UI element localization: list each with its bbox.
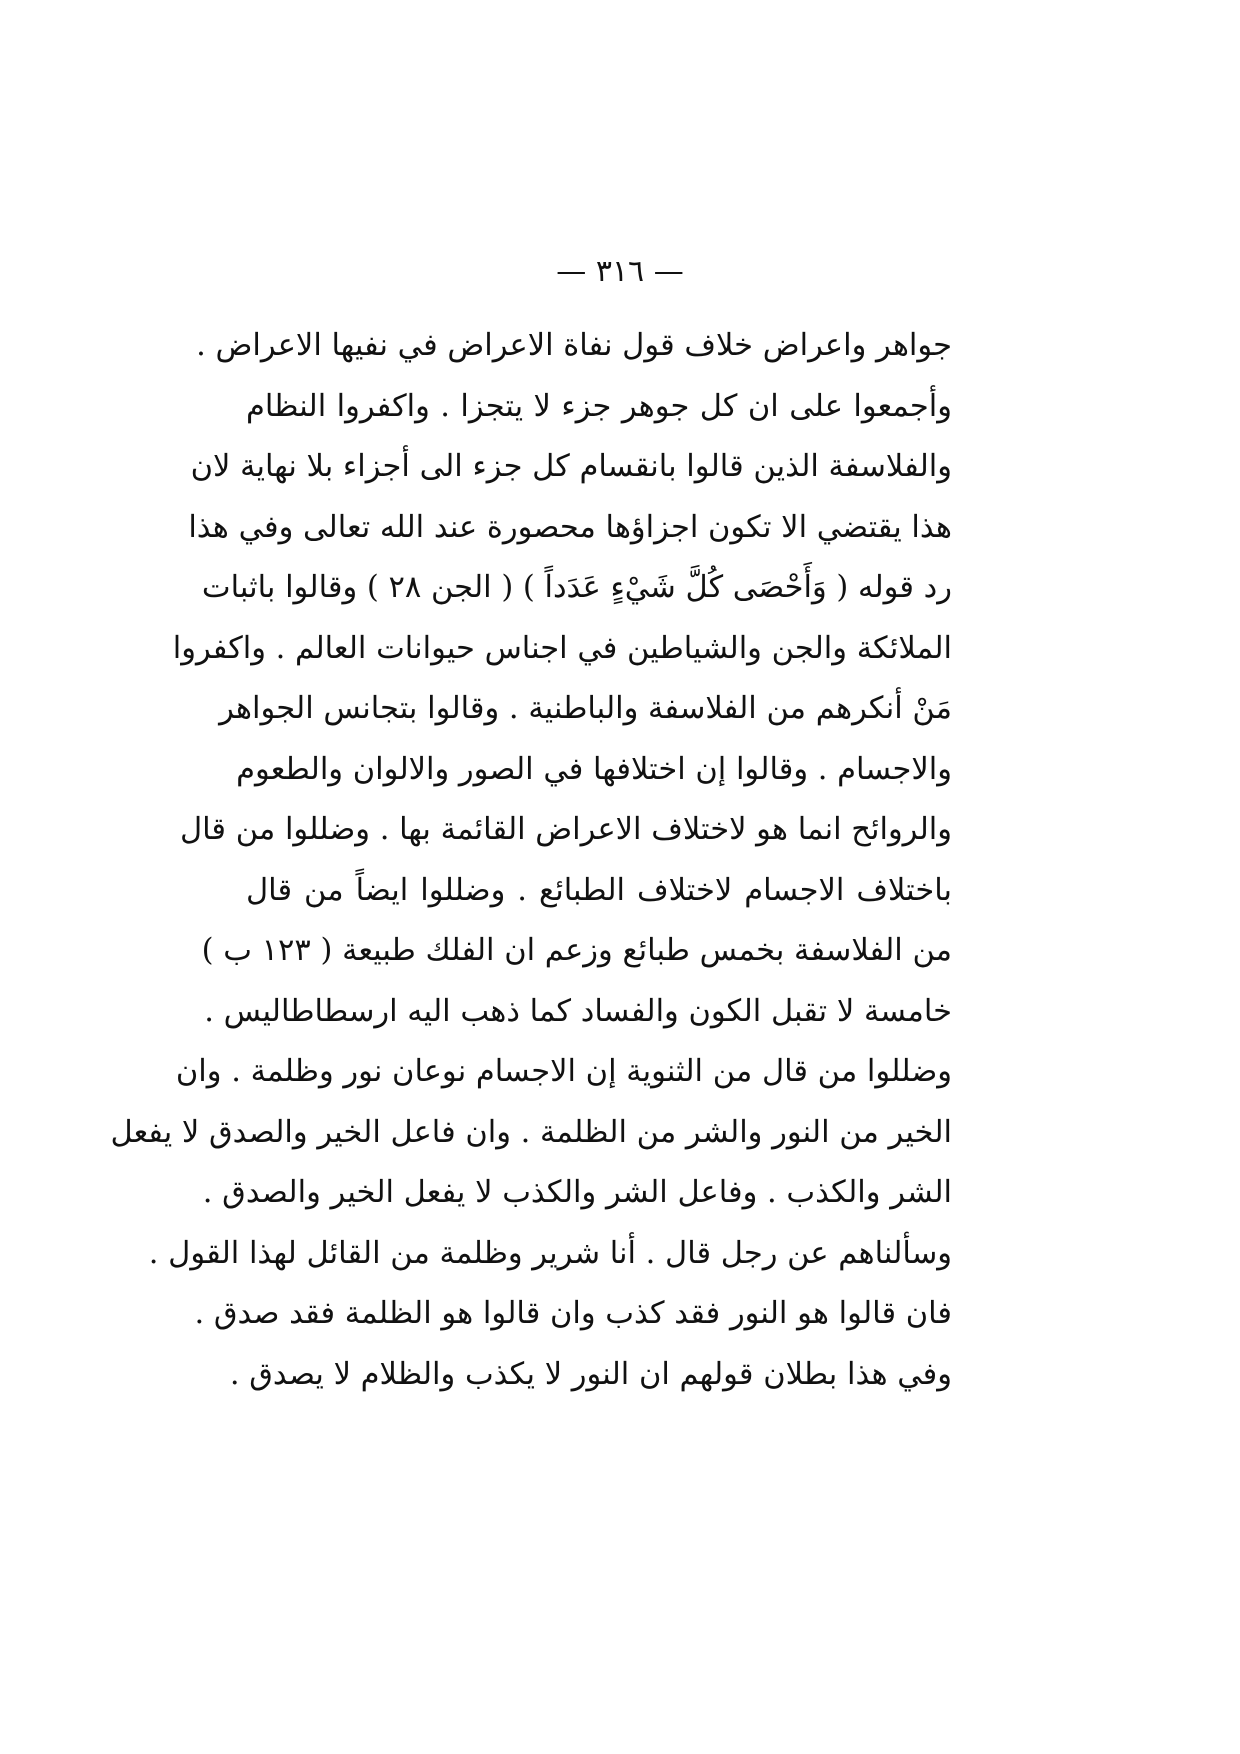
text-line: والفلاسفة الذين قالوا بانقسام كل جزء الى أجزاء بلا نهاية لان: [190, 449, 952, 484]
text-line: الشر والكذب . وفاعل الشر والكذب لا يفعل الخير والصدق .: [202, 1175, 952, 1210]
page-number: — ٣١٦ —: [556, 254, 684, 289]
text-line: الملائكة والجن والشياطين في اجناس حيوانات العالم . واكفروا: [172, 630, 952, 666]
text-line: مَنْ أنكرهم من الفلاسفة والباطنية . وقالوا بتجانس الجواهر: [219, 691, 952, 726]
text-line: والروائح انما هو لاختلاف الاعراض القائمة بها . وضللوا من قال: [179, 812, 952, 847]
text-line: هذا يقتضي الا تكون اجزاؤها محصورة عند الله تعالى وفي هذا: [188, 509, 952, 545]
text-line: وفي هذا بطلان قولهم ان النور لا يكذب والظلام لا يصدق .: [229, 1356, 952, 1392]
text-line: والاجسام . وقالوا إن اختلافها في الصور والالوان والطعوم: [236, 751, 952, 787]
text-line: جواهر واعراض خلاف قول نفاة الاعراض في نفيها الاعراض .: [196, 328, 952, 363]
text-line: وأجمعوا على ان كل جوهر جزء لا يتجزا . واكفروا النظام: [246, 388, 952, 424]
text-line: رد قوله ( وَأَحْصَى كُلَّ شَيْءٍ عَدَداً ) ( الجن ٢٨ ) وقالوا باثبات: [201, 570, 952, 605]
text-line: وسألناهم عن رجل قال . أنا شرير وظلمة من القائل لهذا القول .: [148, 1235, 952, 1271]
text-line: وضللوا من قال من الثنوية إن الاجسام نوعان نور وظلمة . وان: [175, 1054, 952, 1089]
text-line: من الفلاسفة بخمس طبائع وزعم ان الفلك طبيعة ( ١٢٣ ب ): [201, 933, 952, 968]
text-line: فان قالوا هو النور فقد كذب وان قالوا هو الظلمة فقد صدق .: [194, 1296, 952, 1331]
text-line: خامسة لا تقبل الكون والفساد كما ذهب اليه ارسطاطاليس .: [204, 993, 952, 1029]
text-line: باختلاف الاجسام لاختلاف الطبائع . وضللوا ايضاً من قال: [246, 872, 952, 908]
body-text: [110, 316, 952, 1405]
text-line: الخير من النور والشر من الظلمة . وان فاعل الخير والصدق لا يفعل: [110, 1114, 952, 1150]
